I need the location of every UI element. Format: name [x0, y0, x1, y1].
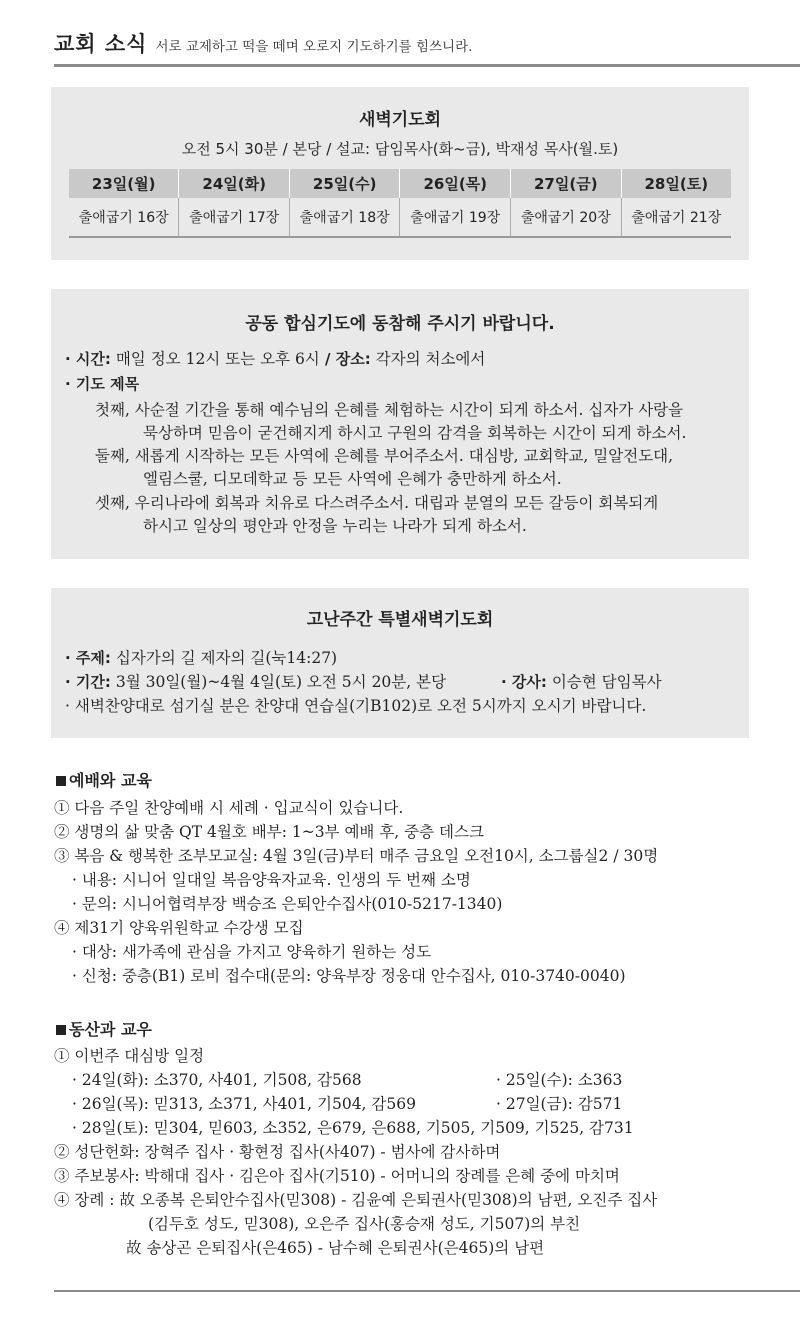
- prayer-topic-1: 첫째, 사순절 기간을 통해 예수님의 은혜를 체험하는 시간이 되게 하소서. 십자가 사랑을: [95, 401, 684, 419]
- passion-speaker-label: · 강사:: [501, 673, 547, 691]
- passion-week-title: 고난주간 특별새벽기도회: [306, 610, 494, 630]
- prayer-topic-2: 둘째, 새롭게 시작하는 모든 사역에 은혜를 부어주소서. 대심방, 교회학교, 밀알전도대,: [95, 447, 674, 465]
- schedule-day: 25일(수): [289, 169, 400, 198]
- worship-heading-text: 예배와 교육: [69, 771, 152, 790]
- prayer-topic-3: 셋째, 우리나라에 회복과 치유로 다스려주소서. 대립과 분열의 모든 갈등이 회복되게: [95, 494, 659, 512]
- visit-day-26: · 26일(목): 믿313, 소371, 사401, 기504, 감569: [72, 1095, 416, 1113]
- passion-speaker-value: 이승현 담임목사: [546, 673, 662, 691]
- visit-day-28: · 28일(토): 믿304, 믿603, 소352, 은679, 은688, 기505, 기509, 기525, 감731: [72, 1119, 634, 1137]
- worship-item-3-content: · 내용: 시니어 일대일 복음양육자교육. 인생의 두 번째 소명: [72, 871, 471, 889]
- prayer-place-label: / 장소:: [319, 350, 371, 368]
- page-title: 교회 소식: [54, 32, 148, 56]
- prayer-time-label: · 시간:: [65, 350, 111, 368]
- worship-item-4: ④ 제31기 양육위원학교 수강생 모집: [54, 919, 304, 937]
- fellowship-item-3: ③ 주보봉사: 박해대 집사 · 김은아 집사(기510) - 어머니의 장례를 은혜 중에 마치며: [54, 1167, 620, 1185]
- fellowship-item-4-second: 故 송상곤 은퇴집사(은465) - 남수혜 은퇴권사(은465)의 남편: [126, 1239, 545, 1257]
- dawn-schedule-table: [69, 169, 731, 238]
- visit-day-24: · 24일(화): 소370, 사401, 기508, 감568: [72, 1071, 362, 1089]
- worship-item-4-apply: · 신청: 중층(B1) 로비 접수대(문의: 양육부장 정웅대 안수집사, 010-3740-0040): [72, 967, 626, 985]
- worship-section-heading: [56, 768, 152, 791]
- passion-note: · 새벽찬양대로 섬기실 분은 찬양대 연습실(기B102)로 오전 5시까지 오시기 바랍니다.: [65, 697, 647, 715]
- worship-item-1: ① 다음 주일 찬양예배 시 세례 · 입교식이 있습니다.: [54, 799, 404, 817]
- schedule-day: 23일(월): [69, 169, 179, 198]
- footer-divider: [54, 1290, 800, 1292]
- prayer-time-value: 매일 정오 12시 또는 오후 6시: [110, 350, 320, 368]
- visit-day-27: · 27일(금): 감571: [496, 1095, 623, 1113]
- fellowship-section-heading: [56, 1017, 152, 1040]
- schedule-day: 26일(목): [400, 169, 511, 198]
- prayer-topics-label: · 기도 제목: [65, 375, 140, 393]
- passion-speaker-line: [501, 670, 662, 692]
- prayer-topic-2-cont: 엘림스쿨, 디모데학교 등 모든 사역에 은혜가 충만하게 하소서.: [143, 470, 562, 488]
- joint-prayer-box: [51, 289, 749, 559]
- schedule-reading: 출애굽기 21장: [621, 198, 731, 237]
- schedule-header-row: [69, 169, 731, 198]
- schedule-day: 28일(토): [621, 169, 731, 198]
- prayer-topic-1-cont: 묵상하며 믿음이 굳건해지게 하시고 구원의 감격을 회복하는 시간이 되게 하소서.: [143, 424, 687, 442]
- fellowship-heading-text: 동산과 교우: [69, 1020, 152, 1039]
- passion-theme-line: [65, 646, 337, 668]
- fellowship-item-1: ① 이번주 대심방 일정: [54, 1047, 205, 1065]
- joint-prayer-title: 공동 합심기도에 동참해 주시기 바랍니다.: [245, 314, 555, 334]
- passion-period-label: · 기간:: [65, 673, 111, 691]
- visit-day-25: · 25일(수): 소363: [496, 1071, 623, 1089]
- schedule-reading: 출애굽기 19장: [400, 198, 511, 237]
- worship-item-2: ② 생명의 삶 맞춤 QT 4월호 배부: 1~3부 예배 후, 중층 데스크: [54, 823, 484, 841]
- schedule-day: 24일(화): [179, 169, 290, 198]
- prayer-place-value: 각자의 처소에서: [370, 350, 486, 368]
- dawn-prayer-info: 오전 5시 30분 / 본당 / 설교: 담임목사(화~금), 박재성 목사(월.토): [181, 140, 619, 158]
- worship-item-3: ③ 복음 & 행복한 조부모교실: 4월 3일(금)부터 매주 금요일 오전10시, 소그룹실2 / 30명: [54, 847, 659, 865]
- square-bullet-icon: [56, 776, 66, 786]
- passion-theme-value: 십자가의 길 제자의 길(눅14:27): [110, 649, 338, 667]
- passion-week-box: [51, 588, 749, 738]
- schedule-reading-row: [69, 198, 731, 237]
- schedule-reading: 출애굽기 20장: [511, 198, 622, 237]
- passion-period-value: 3월 30일(월)~4월 4일(토) 오전 5시 20분, 본당: [110, 673, 447, 691]
- worship-item-3-contact: · 문의: 시니어협력부장 백승조 은퇴안수집사(010-5217-1340): [72, 895, 503, 913]
- fellowship-item-4: ④ 장례 : 故 오종복 은퇴안수집사(믿308) - 김윤예 은퇴권사(믿308)의 남편, 오진주 집사: [54, 1191, 658, 1209]
- page-subtitle: 서로 교제하고 떡을 떼며 오로지 기도하기를 힘쓰니라.: [155, 39, 473, 55]
- schedule-reading: 출애굽기 16장: [69, 198, 179, 237]
- fellowship-item-2: ② 성단헌화: 장혁주 집사 · 황현정 집사(사407) - 범사에 감사하며: [54, 1143, 501, 1161]
- dawn-prayer-box: [51, 87, 749, 260]
- prayer-topic-3-cont: 하시고 일상의 평안과 안정을 누리는 나라가 되게 하소서.: [143, 517, 527, 535]
- schedule-reading: 출애굽기 18장: [289, 198, 400, 237]
- square-bullet-icon: [56, 1025, 66, 1035]
- fellowship-item-4-cont: (김두호 성도, 믿308), 오은주 집사(홍승재 성도, 기507)의 부친: [148, 1215, 581, 1233]
- worship-item-4-target: · 대상: 새가족에 관심을 가지고 양육하기 원하는 성도: [72, 943, 432, 961]
- dawn-prayer-title: 새벽기도회: [358, 110, 442, 130]
- schedule-day: 27일(금): [511, 169, 622, 198]
- header-divider: [54, 64, 800, 67]
- page-header: [54, 28, 754, 58]
- passion-theme-label: · 주제:: [65, 649, 111, 667]
- prayer-time-line: [65, 347, 485, 369]
- schedule-reading: 출애굽기 17장: [179, 198, 290, 237]
- passion-period-line: [65, 670, 446, 692]
